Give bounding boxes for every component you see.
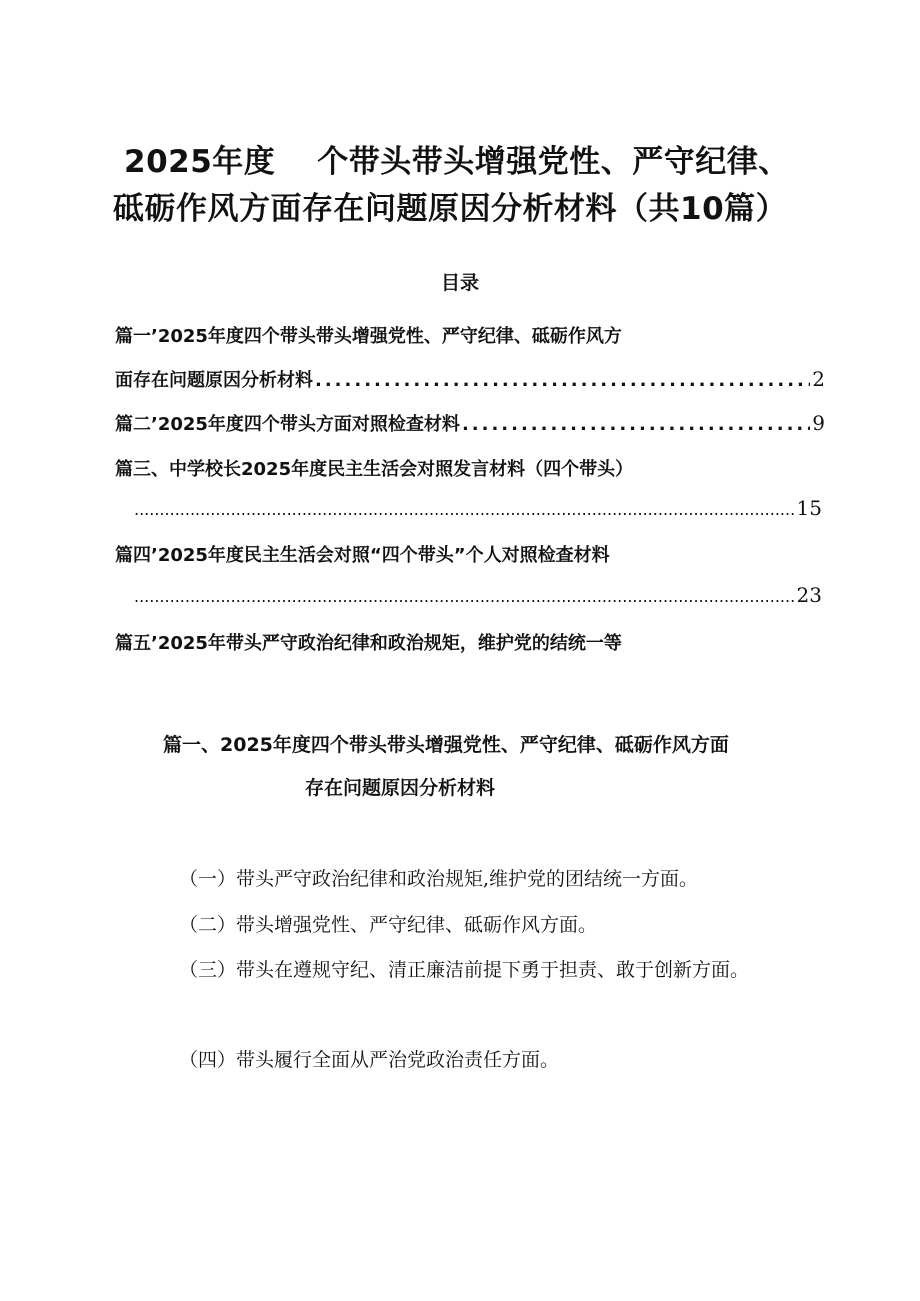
section-title-line-2: 存在问题原因分析材料 [305,777,496,799]
toc-entry-3-line2[interactable] [132,496,822,520]
toc-page-number: 23 [796,583,822,607]
toc-entry-2[interactable] [115,410,825,436]
toc-entry-1-line1[interactable] [115,322,825,348]
toc-heading: 目录 [440,272,479,294]
toc-entry-3-line1[interactable] [115,455,825,481]
dot-leader [315,370,810,391]
toc-page-number: 15 [796,496,822,520]
document-title-line-2: 砥砺作风方面存在问题原因分析材料（共10篇） [113,191,788,227]
body-paragraph-3: （三）带头在遵规守纪、清正廉洁前提下勇于担责、敢于创新方面。 [179,959,750,981]
toc-entry-5[interactable] [115,629,825,655]
body-paragraph-1: （一）带头严守政治纪律和政治规矩,维护党的团结统一方面。 [179,868,699,890]
toc-entry-text: 篇五’2025年带头严守政治纪律和政治规矩，维护党的结统一等 [115,633,622,654]
toc-page-number: 9 [812,411,825,435]
document-title-line-1 [124,136,790,181]
dot-leader [462,414,810,435]
toc-entry-text: 面存在问题原因分析材料 [115,370,313,391]
body-paragraph-4: （四）带头履行全面从严治党政治责任方面。 [179,1049,560,1071]
toc-entry-1-line2[interactable] [115,366,825,392]
title-year: 2025年度 [124,144,276,180]
toc-entry-text: 篇二’2025年度四个带头方面对照检查材料 [115,414,460,435]
toc-entry-text: 篇三、中学校长2025年度民主生活会对照发言材料（四个带头） [115,459,634,480]
toc-entry-4-line2[interactable] [132,583,822,607]
title-rest: 个带头带头增强党性、严守纪律、 [317,144,790,180]
dot-leader [134,587,795,606]
toc-entry-text: 篇一’2025年度四个带头带头增强党性、严守纪律、砥砺作风方 [115,326,622,347]
toc-page-number: 2 [812,367,825,391]
section-title-line-1: 篇一、2025年度四个带头带头增强党性、严守纪律、砥砺作风方面 [163,734,729,756]
toc-entry-text: 篇四’2025年度民主生活会对照“四个带头”个人对照检查材料 [115,545,610,566]
dot-leader [134,500,795,519]
toc-entry-4-line1[interactable] [115,541,825,567]
body-paragraph-2: （二）带头增强党性、严守纪律、砥砺作风方面。 [179,914,598,936]
